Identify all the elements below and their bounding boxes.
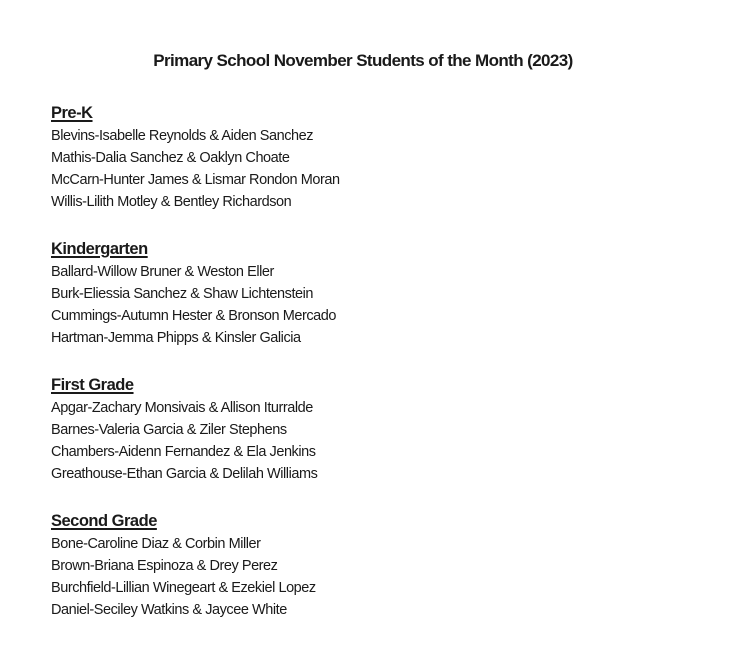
list-item: Bone-Caroline Diaz & Corbin Miller [51, 536, 261, 552]
list-item: Willis-Lilith Motley & Bentley Richardson [51, 194, 292, 210]
list-item: Burchfield-Lillian Winegeart & Ezekiel Lopez [51, 580, 316, 596]
section-second-grade [51, 509, 531, 621]
list-item: Daniel-Seciley Watkins & Jaycee White [51, 602, 287, 618]
section-kindergarten [51, 237, 531, 349]
list-item: Barnes-Valeria Garcia & Ziler Stephens [51, 422, 287, 438]
list-item: McCarn-Hunter James & Lismar Rondon Moran [51, 172, 340, 188]
section-pre-k [51, 101, 531, 213]
list-item: Burk-Eliessia Sanchez & Shaw Lichtenstein [51, 286, 314, 302]
list-item: Ballard-Willow Bruner & Weston Eller [51, 264, 274, 280]
section-heading: First Grade [51, 376, 134, 394]
list-item: Chambers-Aidenn Fernandez & Ela Jenkins [51, 444, 316, 460]
list-item: Apgar-Zachary Monsivais & Allison Iturralde [51, 400, 313, 416]
list-item: Mathis-Dalia Sanchez & Oaklyn Choate [51, 150, 290, 166]
list-item: Greathouse-Ethan Garcia & Delilah Williams [51, 466, 318, 482]
section-heading: Kindergarten [51, 240, 148, 258]
list-item: Hartman-Jemma Phipps & Kinsler Galicia [51, 330, 301, 346]
list-item: Brown-Briana Espinoza & Drey Perez [51, 558, 278, 574]
list-item: Cummings-Autumn Hester & Bronson Mercado [51, 308, 337, 324]
list-item: Blevins-Isabelle Reynolds & Aiden Sanchez [51, 128, 314, 144]
section-heading: Second Grade [51, 512, 157, 530]
section-first-grade [51, 373, 531, 485]
section-heading: Pre-K [51, 104, 93, 122]
page-title: Primary School November Students of the Month (2023) [153, 51, 573, 70]
